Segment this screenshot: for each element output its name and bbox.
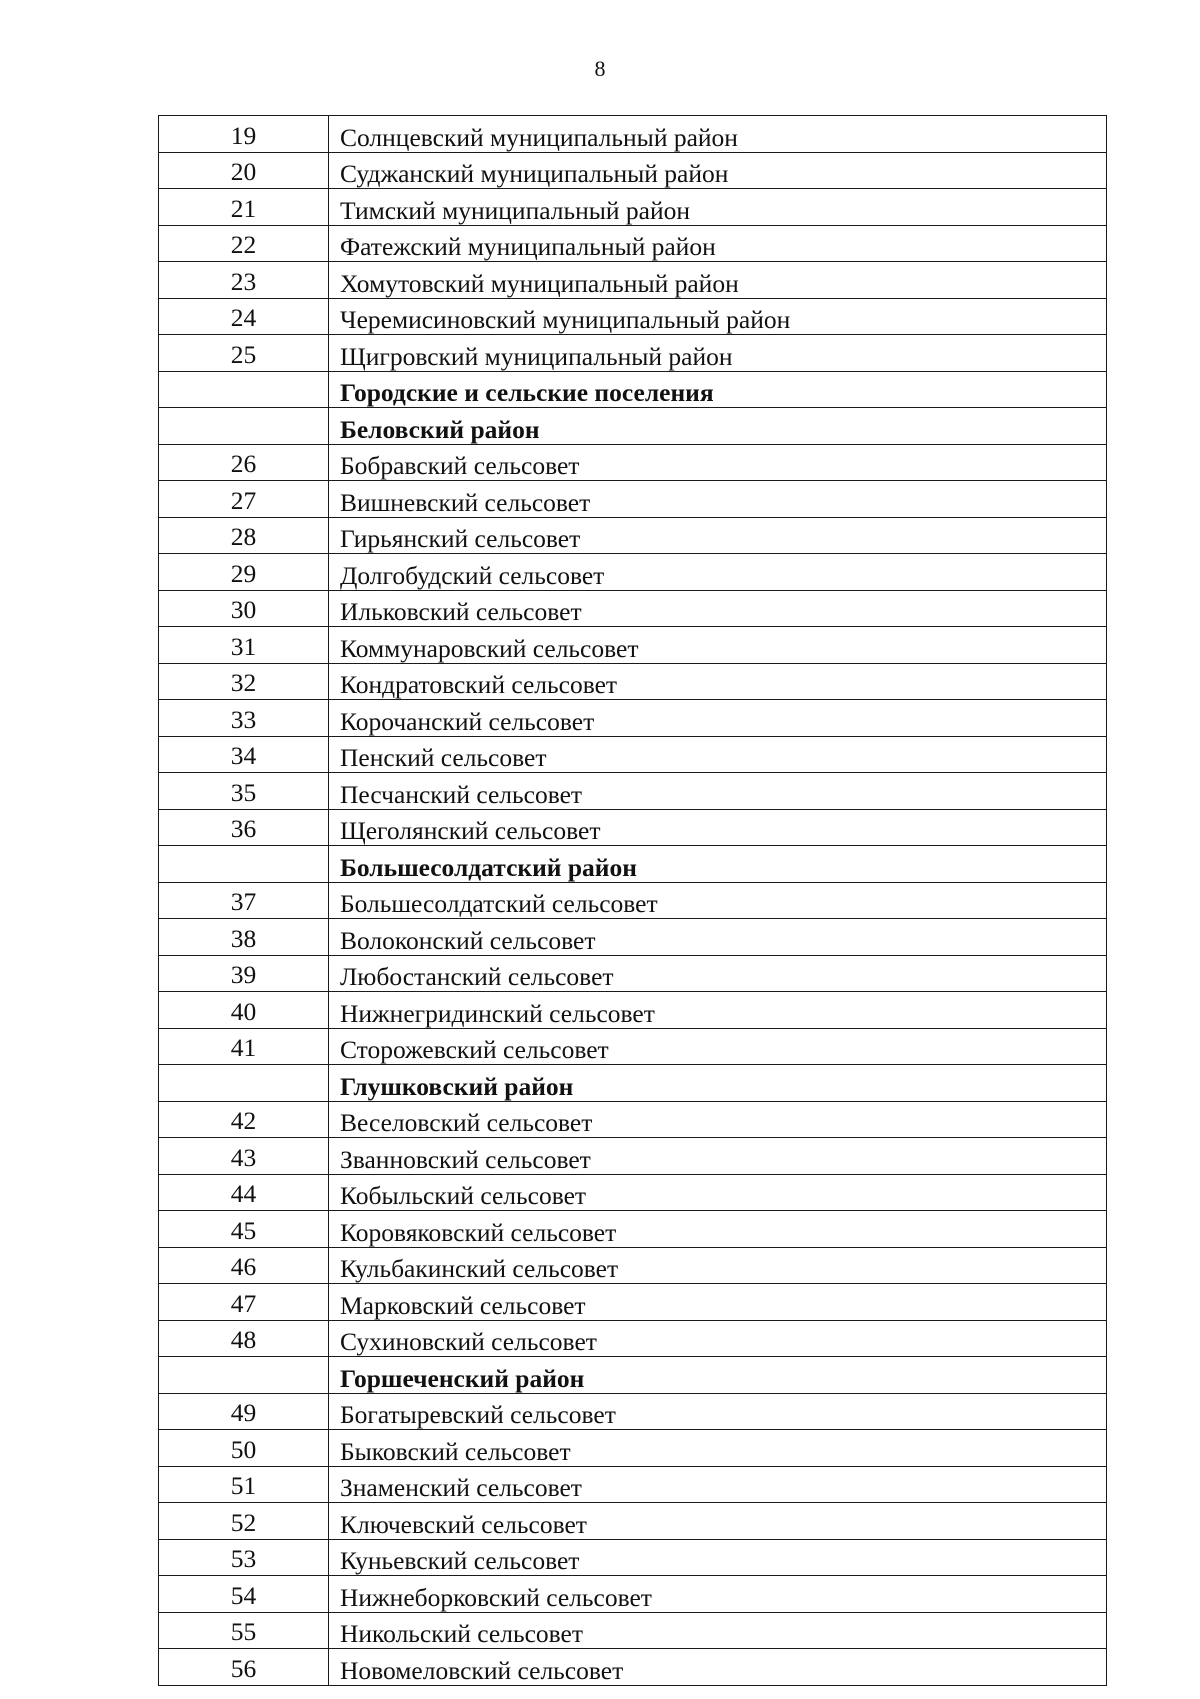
row-number: [159, 371, 329, 408]
table-row: [159, 590, 1107, 627]
table-row: [159, 1211, 1107, 1248]
entity-name: Кондратовский сельсовет: [329, 663, 1107, 700]
row-number: 32: [159, 663, 329, 700]
entity-name: Бобравский сельсовет: [329, 444, 1107, 481]
entity-name: Кульбакинский сельсовет: [329, 1247, 1107, 1284]
row-number: 21: [159, 189, 329, 226]
entity-name: Коммунаровский сельсовет: [329, 627, 1107, 664]
page-number: 8: [594, 56, 606, 81]
row-number: 46: [159, 1247, 329, 1284]
section-heading-row: [159, 408, 1107, 445]
section-heading: Беловский район: [329, 408, 1107, 445]
row-number: 25: [159, 335, 329, 372]
row-number: 29: [159, 554, 329, 591]
table-row: [159, 919, 1107, 956]
entity-name: Песчанский сельсовет: [329, 773, 1107, 810]
row-number: 36: [159, 809, 329, 846]
row-number: 38: [159, 919, 329, 956]
entity-name: Суджанский муниципальный район: [329, 152, 1107, 189]
entity-name: Знаменский сельсовет: [329, 1466, 1107, 1503]
table-row: [159, 1028, 1107, 1065]
row-number: 49: [159, 1393, 329, 1430]
row-number: 31: [159, 627, 329, 664]
table-row: [159, 1539, 1107, 1576]
table-row: [159, 481, 1107, 518]
entity-name: Никольский сельсовет: [329, 1612, 1107, 1649]
entity-name: Волоконский сельсовет: [329, 919, 1107, 956]
row-number: 45: [159, 1211, 329, 1248]
table-row: [159, 663, 1107, 700]
table-row: [159, 1138, 1107, 1175]
table-row: [159, 1284, 1107, 1321]
row-number: 34: [159, 736, 329, 773]
table-row: [159, 1576, 1107, 1613]
table-row: [159, 189, 1107, 226]
table-row: [159, 1612, 1107, 1649]
row-number: [159, 408, 329, 445]
row-number: [159, 1065, 329, 1102]
entity-name: Любостанский сельсовет: [329, 955, 1107, 992]
row-number: 35: [159, 773, 329, 810]
row-number: 44: [159, 1174, 329, 1211]
entity-name: Куньевский сельсовет: [329, 1539, 1107, 1576]
section-heading-row: [159, 1065, 1107, 1102]
row-number: 47: [159, 1284, 329, 1321]
entity-name: Тимский муниципальный район: [329, 189, 1107, 226]
entity-name: Богатыревский сельсовет: [329, 1393, 1107, 1430]
entity-name: Вишневский сельсовет: [329, 481, 1107, 518]
section-heading: Городские и сельские поселения: [329, 371, 1107, 408]
table-row: [159, 444, 1107, 481]
entity-name: Хомутовский муниципальный район: [329, 262, 1107, 299]
table-row: [159, 298, 1107, 335]
row-number: [159, 1357, 329, 1394]
section-heading: Большесолдатский район: [329, 846, 1107, 883]
entity-name: Пенский сельсовет: [329, 736, 1107, 773]
entity-name: Ключевский сельсовет: [329, 1503, 1107, 1540]
row-number: 26: [159, 444, 329, 481]
row-number: 48: [159, 1320, 329, 1357]
table-row: [159, 152, 1107, 189]
row-number: 51: [159, 1466, 329, 1503]
table-row: [159, 809, 1107, 846]
section-heading: Глушковский район: [329, 1065, 1107, 1102]
row-number: 30: [159, 590, 329, 627]
table-row: [159, 882, 1107, 919]
row-number: 22: [159, 225, 329, 262]
entity-name: Быковский сельсовет: [329, 1430, 1107, 1467]
entity-name: Коровяковский сельсовет: [329, 1211, 1107, 1248]
row-number: 20: [159, 152, 329, 189]
entity-name: Кобыльский сельсовет: [329, 1174, 1107, 1211]
row-number: 55: [159, 1612, 329, 1649]
table-row: [159, 1466, 1107, 1503]
row-number: 19: [159, 116, 329, 153]
row-number: 56: [159, 1649, 329, 1686]
row-number: 33: [159, 700, 329, 737]
entity-name: Щигровский муниципальный район: [329, 335, 1107, 372]
municipalities-table: [158, 115, 1107, 1686]
section-heading-row: [159, 371, 1107, 408]
row-number: 54: [159, 1576, 329, 1613]
table-row: [159, 1247, 1107, 1284]
table-row: [159, 1430, 1107, 1467]
section-heading-row: [159, 846, 1107, 883]
entity-name: Званновский сельсовет: [329, 1138, 1107, 1175]
row-number: 41: [159, 1028, 329, 1065]
table-row: [159, 1320, 1107, 1357]
entity-name: Новомеловский сельсовет: [329, 1649, 1107, 1686]
row-number: [159, 846, 329, 883]
table-row: [159, 773, 1107, 810]
entity-name: Черемисиновский муниципальный район: [329, 298, 1107, 335]
entity-name: Нижнеборковский сельсовет: [329, 1576, 1107, 1613]
table-row: [159, 1174, 1107, 1211]
section-heading: Горшеченский район: [329, 1357, 1107, 1394]
entity-name: Веселовский сельсовет: [329, 1101, 1107, 1138]
table-row: [159, 517, 1107, 554]
entity-name: Ильковский сельсовет: [329, 590, 1107, 627]
section-heading-row: [159, 1357, 1107, 1394]
table-row: [159, 1101, 1107, 1138]
row-number: 28: [159, 517, 329, 554]
table-row: [159, 1393, 1107, 1430]
entity-name: Гирьянский сельсовет: [329, 517, 1107, 554]
entity-name: Фатежский муниципальный район: [329, 225, 1107, 262]
row-number: 24: [159, 298, 329, 335]
row-number: 39: [159, 955, 329, 992]
row-number: 23: [159, 262, 329, 299]
row-number: 43: [159, 1138, 329, 1175]
table-row: [159, 627, 1107, 664]
table-row: [159, 554, 1107, 591]
table-row: [159, 335, 1107, 372]
entity-name: Нижнегридинский сельсовет: [329, 992, 1107, 1029]
row-number: 52: [159, 1503, 329, 1540]
entity-name: Сторожевский сельсовет: [329, 1028, 1107, 1065]
table-row: [159, 955, 1107, 992]
entity-name: Долгобудский сельсовет: [329, 554, 1107, 591]
table-row: [159, 116, 1107, 153]
row-number: 40: [159, 992, 329, 1029]
table-row: [159, 1649, 1107, 1686]
table-row: [159, 700, 1107, 737]
table-row: [159, 225, 1107, 262]
entity-name: Щеголянский сельсовет: [329, 809, 1107, 846]
table-row: [159, 736, 1107, 773]
row-number: 50: [159, 1430, 329, 1467]
row-number: 37: [159, 882, 329, 919]
table-row: [159, 1503, 1107, 1540]
entity-name: Солнцевский муниципальный район: [329, 116, 1107, 153]
row-number: 53: [159, 1539, 329, 1576]
entity-name: Сухиновский сельсовет: [329, 1320, 1107, 1357]
table-row: [159, 262, 1107, 299]
entity-name: Марковский сельсовет: [329, 1284, 1107, 1321]
entity-name: Корочанский сельсовет: [329, 700, 1107, 737]
row-number: 42: [159, 1101, 329, 1138]
entity-name: Большесолдатский сельсовет: [329, 882, 1107, 919]
table-body: [159, 116, 1107, 1686]
row-number: 27: [159, 481, 329, 518]
table-row: [159, 992, 1107, 1029]
